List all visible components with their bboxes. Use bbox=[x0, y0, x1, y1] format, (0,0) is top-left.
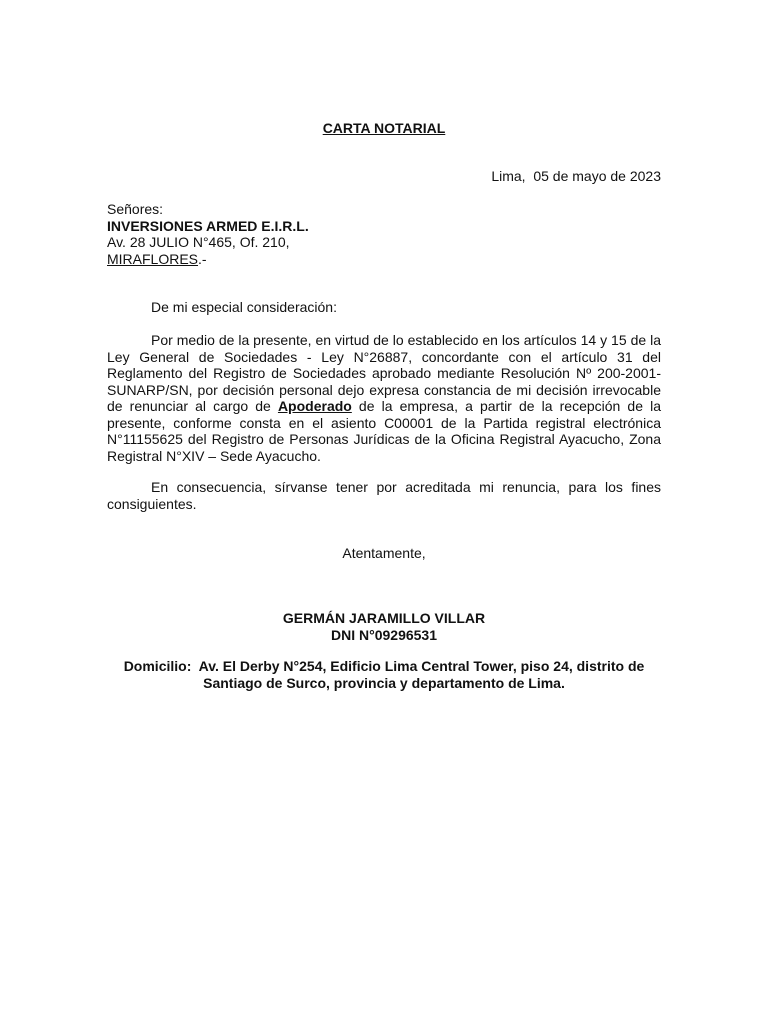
paragraph-1-text-before: Por medio de la presente, en virtud de lo establecido en los artículos 14 y 15 de la Ley General de Sociedades - Ley N°26887, concordante con el artículo 31 del Reglamento del Registro de Sociedades aprobado mediante Resolución Nº 200-2001-SUNARP/SN, por decisión personal dejo expresa constancia de mi decisión irrevocable de renunciar al cargo de bbox=[107, 332, 661, 414]
recipient-district-line bbox=[107, 251, 309, 268]
recipient-district-suffix: .- bbox=[198, 250, 207, 267]
greeting: De mi especial consideración: bbox=[151, 299, 337, 315]
recipient-salutation: Señores: bbox=[107, 201, 164, 217]
body-paragraph-1 bbox=[107, 332, 661, 464]
recipient-address: Av. 28 JULIO N°465, Of. 210, bbox=[107, 234, 290, 250]
body-paragraph-2: En consecuencia, sírvanse tener por acreditada mi renuncia, para los fines consiguientes. bbox=[107, 479, 661, 512]
paragraph-1-text-after: de la empresa, a partir de la recepción de la presente, conforme consta en el asiento C00001 de la Partida registral electrónica N°11155625 del Registro de Personas Jurídicas de la Oficina Registral Ayacucho, Zona Registral N°XIV – Sede Ayacucho. bbox=[107, 398, 662, 464]
recipient-company: INVERSIONES ARMED E.I.R.L. bbox=[107, 217, 309, 234]
domicilio-value: Av. El Derby N°254, Edificio Lima Central Tower, piso 24, distrito de Santiago de Surco, provincia y departamento de Lima. bbox=[198, 658, 645, 691]
signature-block bbox=[0, 610, 768, 643]
domicilio-label: Domicilio: bbox=[123, 658, 192, 674]
closing: Atentamente, bbox=[342, 545, 426, 561]
document-title: CARTA NOTARIAL bbox=[322, 120, 446, 136]
letter-date: Lima, 05 de mayo de 2023 bbox=[491, 168, 661, 184]
paragraph-1-emphasis: Apoderado bbox=[277, 398, 352, 414]
domicilio-block bbox=[100, 658, 668, 691]
recipient-district: MIRAFLORES bbox=[107, 250, 199, 267]
signer-name: GERMÁN JARAMILLO VILLAR bbox=[282, 610, 486, 626]
recipient-block bbox=[107, 201, 309, 267]
signer-dni: DNI N°09296531 bbox=[331, 626, 437, 643]
